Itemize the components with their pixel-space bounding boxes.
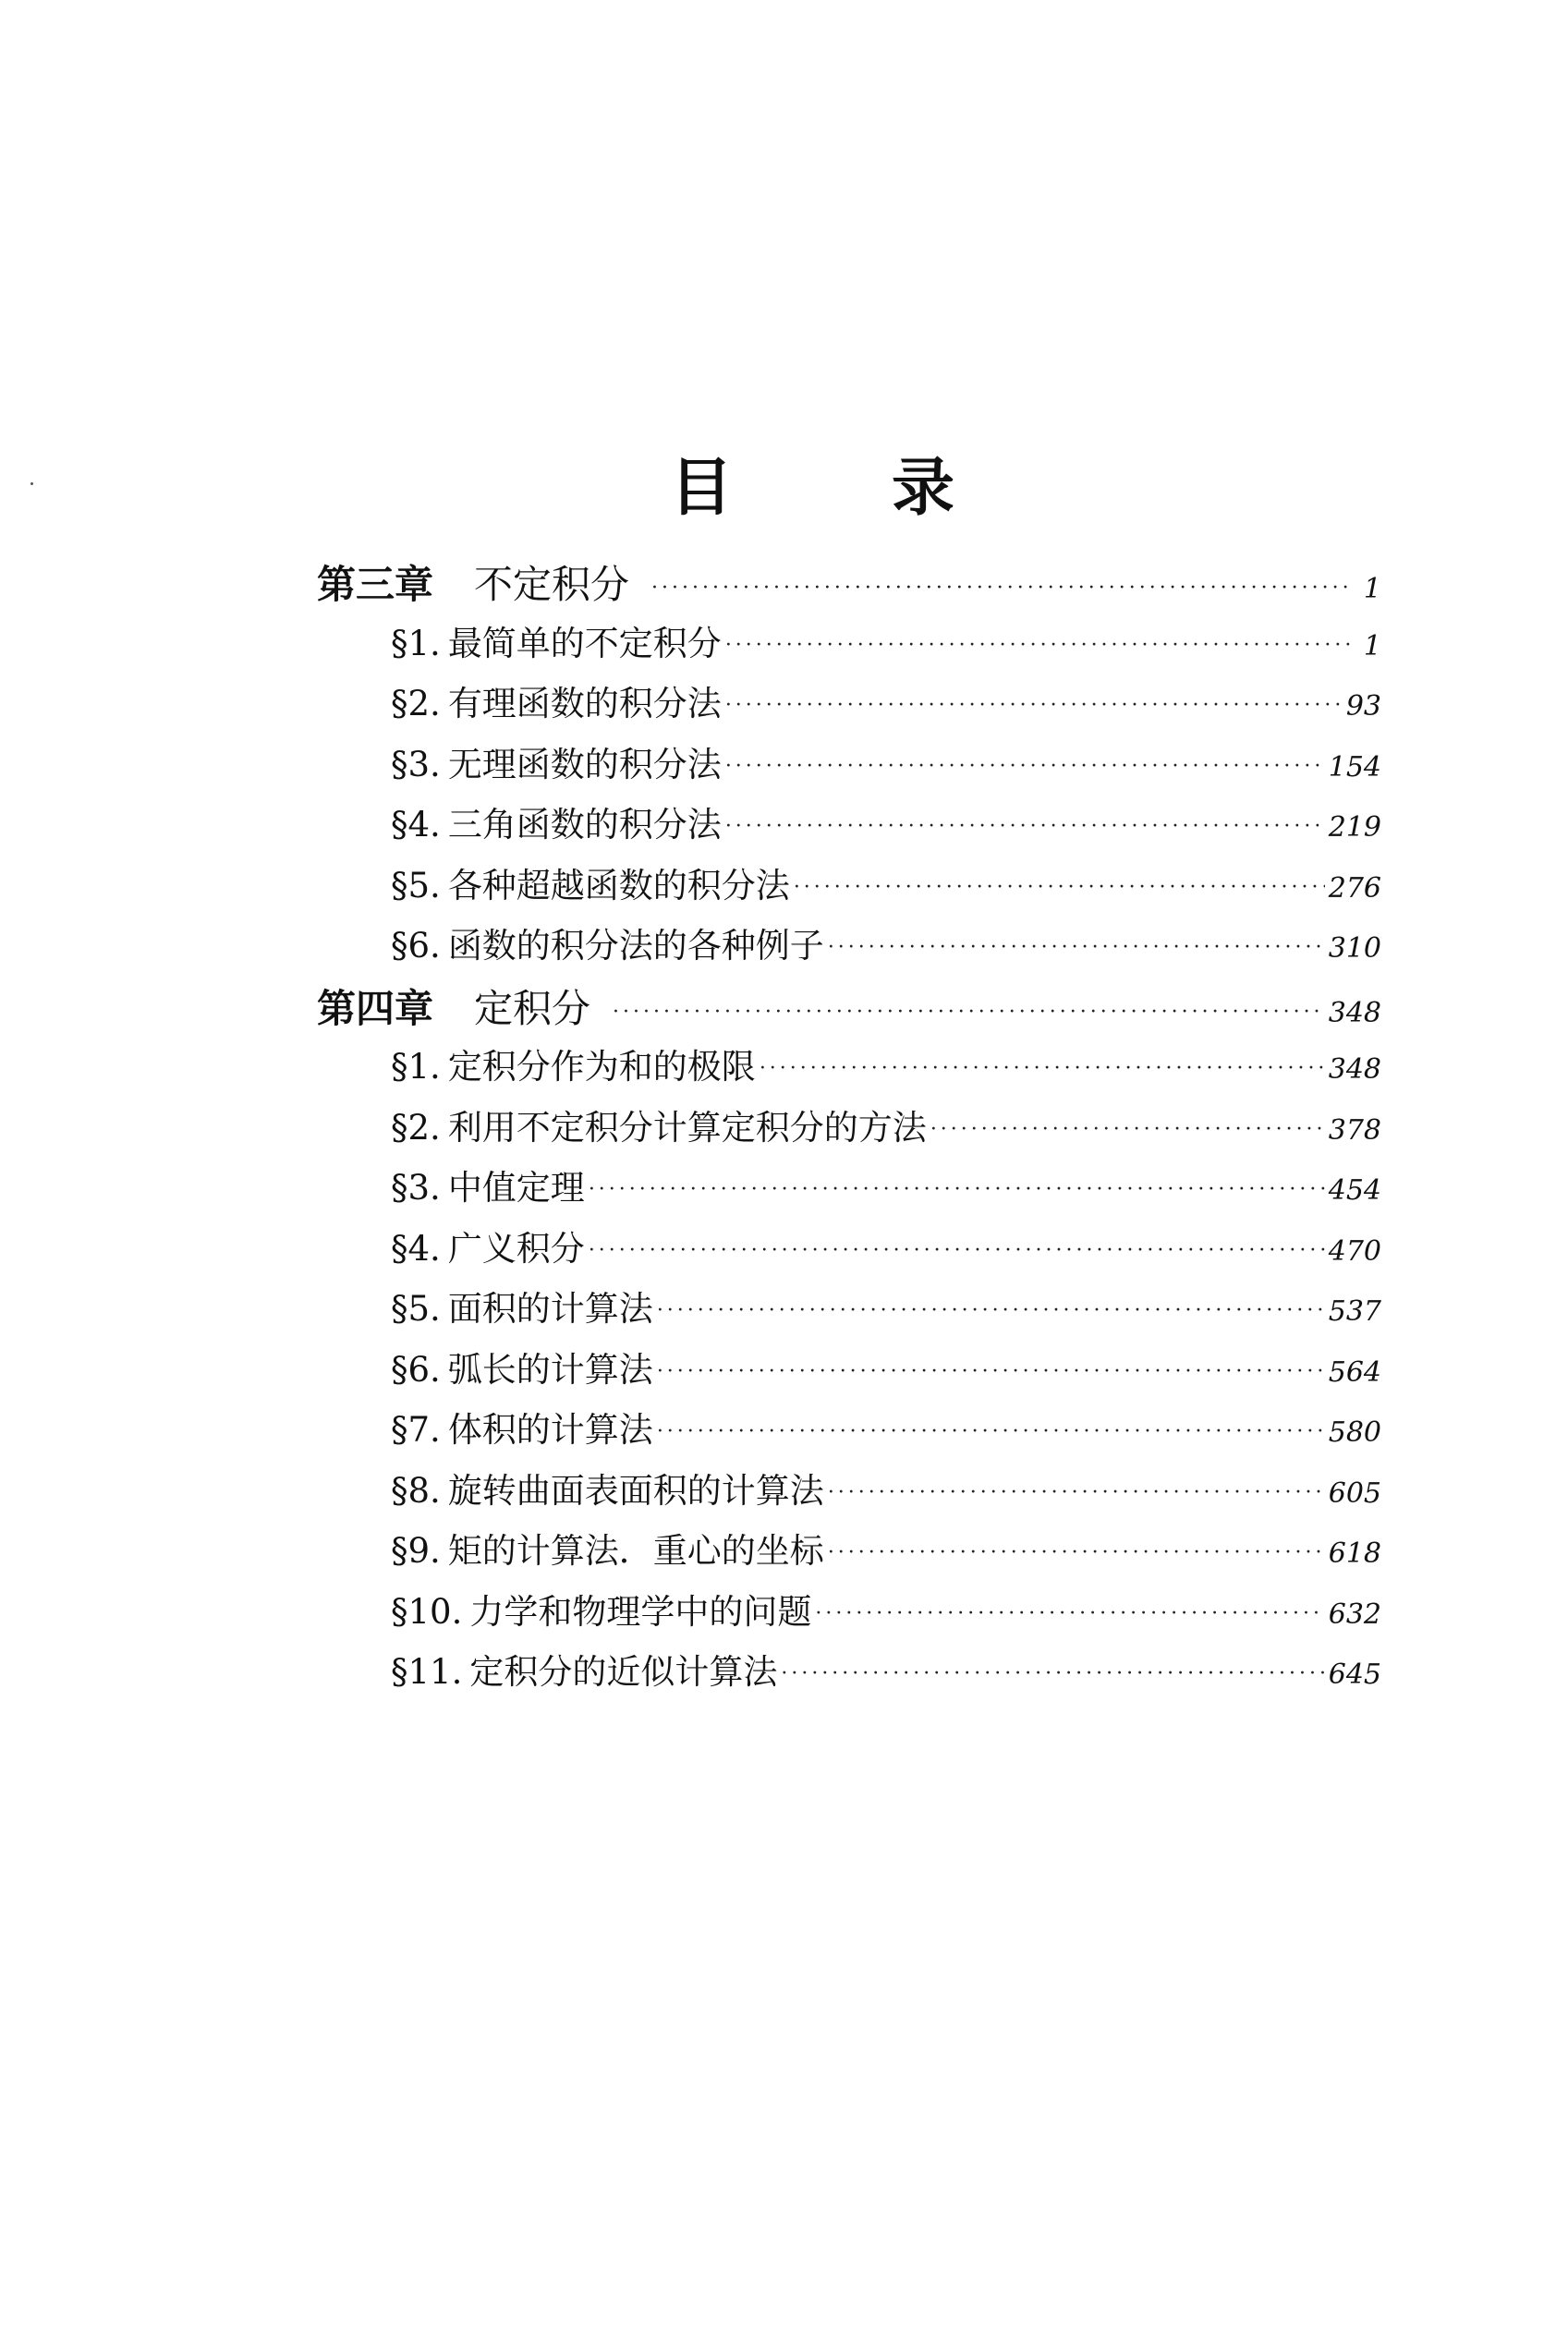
toc-section-entry[interactable] (317, 1463, 1381, 1524)
entry-title: 不定积分 (474, 562, 630, 607)
entry-number: §6. (391, 926, 441, 966)
entry-title: 无理函数的积分法 (447, 744, 722, 784)
page-number: 378 (1328, 1113, 1381, 1147)
page-number: 276 (1328, 871, 1381, 905)
leader-dots (657, 1420, 1325, 1443)
toc-chapter-entry[interactable] (317, 554, 1381, 615)
toc-section-entry[interactable] (317, 796, 1381, 857)
leader-dots (657, 1299, 1325, 1322)
leader-dots (651, 577, 1350, 600)
entry-title: 体积的计算法 (447, 1410, 653, 1450)
scan-speck (30, 482, 33, 485)
entry-number: §10. (391, 1591, 463, 1632)
toc-section-entry[interactable] (317, 1342, 1381, 1403)
entry-number: 第四章 (317, 985, 434, 1031)
page-number: 580 (1328, 1416, 1381, 1449)
entry-number: §1. (391, 623, 441, 663)
leader-dots (930, 1118, 1325, 1141)
title-char-1: 目 (670, 450, 734, 525)
leader-dots (828, 1541, 1325, 1564)
entry-number: §3. (391, 744, 441, 784)
page-number: 618 (1328, 1537, 1381, 1570)
entry-number: §11. (391, 1652, 463, 1692)
entry-title: 面积的计算法 (447, 1289, 653, 1329)
entry-title: 定积分作为和的极限 (447, 1047, 756, 1087)
entry-title: 最简单的不定积分 (447, 623, 722, 663)
toc-section-entry[interactable] (317, 917, 1381, 978)
table-of-contents (317, 554, 1381, 1705)
toc-section-entry[interactable] (317, 1221, 1381, 1282)
entry-number: §5. (391, 1289, 441, 1329)
entry-number: §5. (391, 865, 441, 905)
entry-number: §8. (391, 1470, 441, 1511)
entry-number: §9. (391, 1531, 441, 1571)
toc-section-entry[interactable] (317, 1281, 1381, 1342)
leader-dots (725, 815, 1325, 838)
toc-chapter-entry[interactable] (317, 978, 1381, 1039)
page-number: 454 (1328, 1174, 1381, 1207)
page-number: 348 (1328, 1053, 1381, 1086)
leader-dots (589, 1239, 1325, 1262)
entry-title: 广义积分 (447, 1228, 585, 1269)
entry-number: §1. (391, 1047, 441, 1087)
leader-dots (657, 1360, 1325, 1383)
entry-title: 矩的计算法．重心的坐标 (447, 1531, 824, 1571)
leader-dots (613, 1001, 1325, 1024)
entry-title: 中值定理 (447, 1168, 585, 1208)
toc-section-entry[interactable] (317, 675, 1381, 736)
entry-number: §4. (391, 805, 441, 844)
entry-title: 弧长的计算法 (447, 1349, 653, 1390)
entry-title: 函数的积分法的各种例子 (447, 926, 824, 966)
entry-number: §7. (391, 1410, 441, 1450)
leader-dots (725, 694, 1343, 717)
leader-dots (725, 634, 1350, 657)
title-char-2: 录 (892, 450, 955, 525)
leader-dots (781, 1662, 1324, 1685)
entry-title: 各种超越函数的积分法 (447, 865, 790, 905)
entry-title: 三角函数的积分法 (447, 805, 722, 844)
page-number: 310 (1328, 932, 1381, 965)
toc-section-entry[interactable] (317, 1039, 1381, 1100)
toc-section-entry[interactable] (317, 615, 1381, 676)
page-number: 219 (1328, 811, 1381, 844)
entry-title: 定积分的近似计算法 (469, 1652, 778, 1692)
toc-section-entry[interactable] (317, 1402, 1381, 1463)
entry-title: 力学和物理学中的问题 (469, 1591, 812, 1632)
leader-dots (725, 755, 1325, 778)
entry-title: 有理函数的积分法 (447, 684, 722, 723)
toc-section-entry[interactable] (317, 736, 1381, 797)
page-number: 605 (1328, 1476, 1381, 1510)
toc-section-entry[interactable] (317, 1100, 1381, 1160)
page-number: 348 (1328, 996, 1381, 1029)
toc-section-entry[interactable] (317, 1584, 1381, 1645)
page-number: 645 (1328, 1659, 1381, 1691)
entry-title: 定积分 (474, 985, 591, 1031)
page-number: 470 (1328, 1234, 1381, 1268)
toc-section-entry[interactable] (317, 1160, 1381, 1221)
page-number: 154 (1328, 750, 1381, 784)
leader-dots (815, 1602, 1324, 1625)
toc-section-entry[interactable] (317, 1523, 1381, 1584)
toc-section-entry[interactable] (317, 1644, 1381, 1705)
page-number: 1 (1363, 573, 1381, 605)
page-number: 537 (1328, 1295, 1381, 1328)
entry-number: 第三章 (317, 562, 434, 607)
page-number: 93 (1345, 690, 1381, 723)
entry-number: §2. (391, 1107, 441, 1148)
entry-number: §3. (391, 1168, 441, 1208)
entry-title: 利用不定积分计算定积分的方法 (447, 1107, 927, 1148)
page-number: 632 (1328, 1598, 1381, 1631)
leader-dots (589, 1178, 1325, 1201)
leader-dots (794, 876, 1325, 899)
toc-section-entry[interactable] (317, 857, 1381, 918)
entry-number: §4. (391, 1228, 441, 1269)
leader-dots (760, 1057, 1325, 1080)
page-number: 564 (1328, 1355, 1381, 1389)
page-number: 1 (1363, 629, 1381, 662)
entry-number: §2. (391, 684, 441, 723)
entry-title: 旋转曲面表面积的计算法 (447, 1470, 824, 1511)
leader-dots (828, 1481, 1325, 1504)
leader-dots (828, 936, 1325, 959)
entry-number: §6. (391, 1349, 441, 1390)
